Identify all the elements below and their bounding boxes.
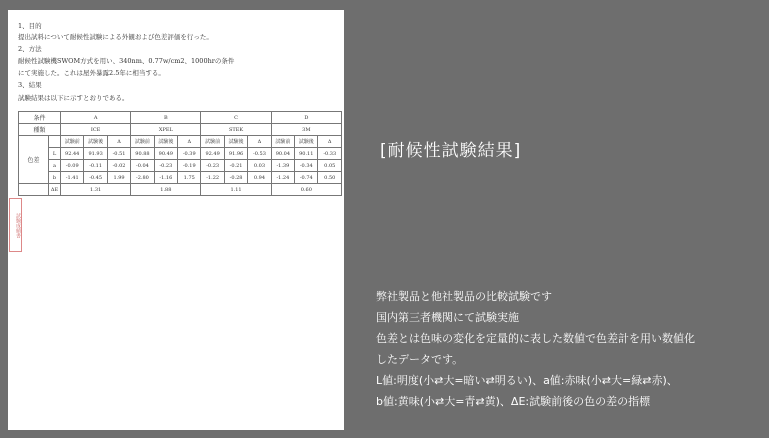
sub-header: Δ [318, 136, 342, 148]
value-cell: -0.11 [84, 160, 107, 172]
section-3-heading: 3、結果 [18, 81, 42, 89]
value-cell: -0.34 [295, 160, 318, 172]
value-cell: -1.22 [201, 172, 224, 184]
value-cell: 92.44 [61, 148, 84, 160]
sub-header: 試験前 [271, 136, 294, 148]
row-label-a: a [49, 160, 61, 172]
value-cell: -0.39 [178, 148, 201, 160]
table-row [19, 184, 342, 196]
value-cell: -1.39 [271, 160, 294, 172]
value-cell: -0.23 [201, 160, 224, 172]
description-line: したデータです。 [376, 353, 464, 366]
value-cell: -1.16 [154, 172, 177, 184]
description-line: 色差とは色味の変化を定量的に表した数値で色差計を用い数値化 [376, 332, 695, 345]
value-cell: -0.04 [131, 160, 154, 172]
row-label-b: b [49, 172, 61, 184]
value-cell: -1.41 [61, 172, 84, 184]
value-cell: -2.80 [131, 172, 154, 184]
table-row [19, 136, 342, 148]
sub-header: Δ [248, 136, 271, 148]
delta-e-label: ΔE [49, 184, 61, 196]
sub-header: 試験前 [61, 136, 84, 148]
description-block [376, 286, 695, 412]
sub-header: Δ [178, 136, 201, 148]
type-xpel: XPEL [131, 124, 201, 136]
blank-cell [19, 184, 49, 196]
value-cell: 92.49 [201, 148, 224, 160]
type-header: 種類 [19, 124, 61, 136]
table-row [19, 148, 342, 160]
test-report-document [8, 10, 344, 430]
method-text-line-2: にて実施した。これは屋外暴露2.5年に相当する。 [18, 69, 165, 77]
value-cell: -0.33 [318, 148, 342, 160]
value-cell: 0.05 [318, 160, 342, 172]
value-cell: -0.74 [295, 172, 318, 184]
results-intro-text: 試験結果は以下に示すとおりである。 [18, 94, 129, 102]
type-ice: ICE [61, 124, 131, 136]
value-cell: -1.24 [271, 172, 294, 184]
color-diff-label: 色差 [19, 136, 49, 184]
value-cell: -0.53 [248, 148, 271, 160]
group-header-d: D [271, 112, 341, 124]
description-line: 弊社製品と他社製品の比較試験です [376, 290, 552, 303]
value-cell: 0.03 [248, 160, 271, 172]
seal-stamp: 試験成績書 [9, 198, 22, 252]
blank-cell [49, 136, 61, 148]
value-cell: -0.09 [61, 160, 84, 172]
description-line: L値:明度(小⇄大=暗い⇄明るい)、a値:赤味(小⇄大=緑⇄赤)、 [376, 374, 678, 387]
section-2-heading: 2、方法 [18, 45, 42, 53]
sub-header: 試験前 [201, 136, 224, 148]
table-row [19, 124, 342, 136]
description-line: 国内第三者機関にて試験実施 [376, 311, 519, 324]
delta-e-d: 0.60 [271, 184, 341, 196]
group-header-a: A [61, 112, 131, 124]
value-cell: -0.02 [107, 160, 130, 172]
delta-e-b: 1.88 [131, 184, 201, 196]
table-row [19, 160, 342, 172]
group-header-b: B [131, 112, 201, 124]
value-cell: 90.11 [295, 148, 318, 160]
type-3m: 3M [271, 124, 341, 136]
value-cell: -0.45 [84, 172, 107, 184]
value-cell: -0.21 [224, 160, 247, 172]
sub-header: Δ [107, 136, 130, 148]
value-cell: 1.99 [107, 172, 130, 184]
results-table [18, 111, 342, 196]
sub-header: 試験後 [84, 136, 107, 148]
sub-header: 試験後 [154, 136, 177, 148]
table-row [19, 112, 342, 124]
delta-e-c: 1.11 [201, 184, 271, 196]
sub-header: 試験前 [131, 136, 154, 148]
value-cell: 90.49 [154, 148, 177, 160]
table-row [19, 172, 342, 184]
value-cell: 90.04 [271, 148, 294, 160]
section-1-heading: 1、目的 [18, 22, 42, 30]
method-text-line-1: 耐候性試験機SWOM方式を用い、340nm、0.77w/cm2、1000hrの条件 [18, 57, 235, 65]
delta-e-a: 1.31 [61, 184, 131, 196]
value-cell: 1.75 [178, 172, 201, 184]
sub-header: 試験後 [295, 136, 318, 148]
type-stek: STEK [201, 124, 271, 136]
value-cell: -0.23 [154, 160, 177, 172]
group-header-c: C [201, 112, 271, 124]
value-cell: -0.28 [224, 172, 247, 184]
row-label-l: L [49, 148, 61, 160]
sub-header: 試験後 [224, 136, 247, 148]
value-cell: 0.50 [318, 172, 342, 184]
description-line: b値:黄味(小⇄大=青⇄黄)、ΔE:試験前後の色の差の指標 [376, 395, 651, 408]
value-cell: 0.94 [248, 172, 271, 184]
value-cell: 90.88 [131, 148, 154, 160]
value-cell: 91.96 [224, 148, 247, 160]
value-cell: 91.93 [84, 148, 107, 160]
value-cell: -0.19 [178, 160, 201, 172]
page-title: [耐候性試験結果] [380, 141, 522, 161]
purpose-text: 提出試料について耐候性試験による外観および色差評価を行った。 [18, 33, 213, 41]
condition-header: 条件 [19, 112, 61, 124]
value-cell: -0.51 [107, 148, 130, 160]
